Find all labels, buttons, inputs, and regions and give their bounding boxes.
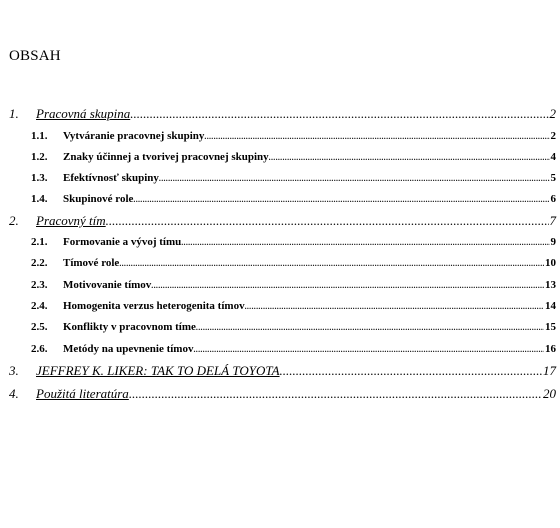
- toc-dot-leader: [129, 386, 542, 402]
- toc-entry-1-2[interactable]: [31, 151, 556, 163]
- toc-entry-1-4[interactable]: [31, 193, 556, 205]
- toc-entry-page: 17: [543, 363, 556, 378]
- toc-entry-page: 20: [543, 386, 556, 401]
- toc-dot-leader: [106, 213, 549, 229]
- toc-entry-number: 2.2.: [31, 257, 48, 269]
- toc-entry-number: 1.1.: [31, 130, 48, 142]
- toc-dot-leader: [159, 172, 550, 184]
- toc-entry-title: Tímové role: [63, 257, 120, 269]
- toc-entry-title: Znaky účinnej a tvorivej pracovnej skupiny: [63, 151, 269, 163]
- toc-dot-leader: [133, 193, 549, 205]
- toc-entry-number: 2.1.: [31, 236, 48, 248]
- toc-dot-leader: [245, 300, 544, 312]
- toc-entry-title: Konflikty v pracovnom tíme: [63, 321, 196, 333]
- toc-entry-title: Homogenita verzus heterogenita tímov: [63, 300, 245, 312]
- toc-entry-3[interactable]: [9, 363, 556, 379]
- toc-entry-number: 2.6.: [31, 343, 48, 355]
- toc-entry-number: 2.5.: [31, 321, 48, 333]
- toc-entry-2-1[interactable]: [31, 236, 556, 248]
- toc-entry-title: Pracovná skupina: [36, 106, 131, 121]
- toc-entry-number: 2.: [9, 213, 19, 228]
- toc-dot-leader: [204, 130, 549, 142]
- toc-dot-leader: [181, 236, 549, 248]
- toc-entry-page: 13: [545, 279, 556, 291]
- toc-dot-leader: [119, 257, 544, 269]
- toc-entry-title: Motivovanie tímov: [63, 279, 152, 291]
- toc-entry-page: 4: [550, 151, 556, 163]
- toc-entry-number: 2.3.: [31, 279, 48, 291]
- toc-entry-title: Metódy na upevnenie tímov: [63, 343, 194, 355]
- toc-entry-2[interactable]: [9, 213, 556, 229]
- toc-entry-title: Použitá literatúra: [36, 386, 129, 401]
- toc-entry-page: 14: [545, 300, 556, 312]
- toc-entry-1-1[interactable]: [31, 130, 556, 142]
- toc-dot-leader: [130, 106, 548, 122]
- toc-entry-page: 15: [545, 321, 556, 333]
- toc-entry-title: JEFFREY K. LIKER: TAK TO DELÁ TOYOTA: [36, 363, 280, 378]
- toc-entry-number: 1.3.: [31, 172, 48, 184]
- toc-entry-title: Efektívnosť skupiny: [63, 172, 159, 184]
- toc-heading: OBSAH: [9, 48, 61, 64]
- toc-entry-title: Skupinové role: [63, 193, 134, 205]
- toc-dot-leader: [196, 321, 544, 333]
- toc-entry-number: 2.4.: [31, 300, 48, 312]
- toc-dot-leader: [151, 279, 544, 291]
- toc-entry-page: 5: [550, 172, 556, 184]
- toc-entry-title: Vytváranie pracovnej skupiny: [63, 130, 205, 142]
- toc-entry-4[interactable]: [9, 386, 556, 402]
- toc-entry-number: 1.4.: [31, 193, 48, 205]
- toc-entry-2-2[interactable]: [31, 257, 556, 269]
- toc-entry-page: 7: [549, 213, 556, 228]
- toc-entry-2-4[interactable]: [31, 300, 556, 312]
- toc-dot-leader: [269, 151, 550, 163]
- toc-dot-leader: [280, 363, 542, 379]
- toc-entry-page: 2: [550, 130, 556, 142]
- toc-entry-page: 9: [550, 236, 556, 248]
- toc-entry-number: 4.: [9, 386, 19, 401]
- toc-entry-number: 3.: [9, 363, 19, 378]
- toc-entry-1-3[interactable]: [31, 172, 556, 184]
- toc-entry-page: 16: [545, 343, 556, 355]
- toc-entry-page: 10: [545, 257, 556, 269]
- toc-entry-page: 6: [550, 193, 556, 205]
- toc-entry-number: 1.2.: [31, 151, 48, 163]
- toc-entry-title: Formovanie a vývoj tímu: [63, 236, 182, 248]
- toc-entry-1[interactable]: [9, 106, 556, 122]
- toc-entry-2-3[interactable]: [31, 279, 556, 291]
- toc-entry-number: 1.: [9, 106, 19, 121]
- toc-entry-2-5[interactable]: [31, 321, 556, 333]
- toc-entry-2-6[interactable]: [31, 343, 556, 355]
- toc-entry-title: Pracovný tím: [36, 213, 106, 228]
- toc-dot-leader: [193, 343, 544, 355]
- toc-entry-page: 2: [549, 106, 556, 121]
